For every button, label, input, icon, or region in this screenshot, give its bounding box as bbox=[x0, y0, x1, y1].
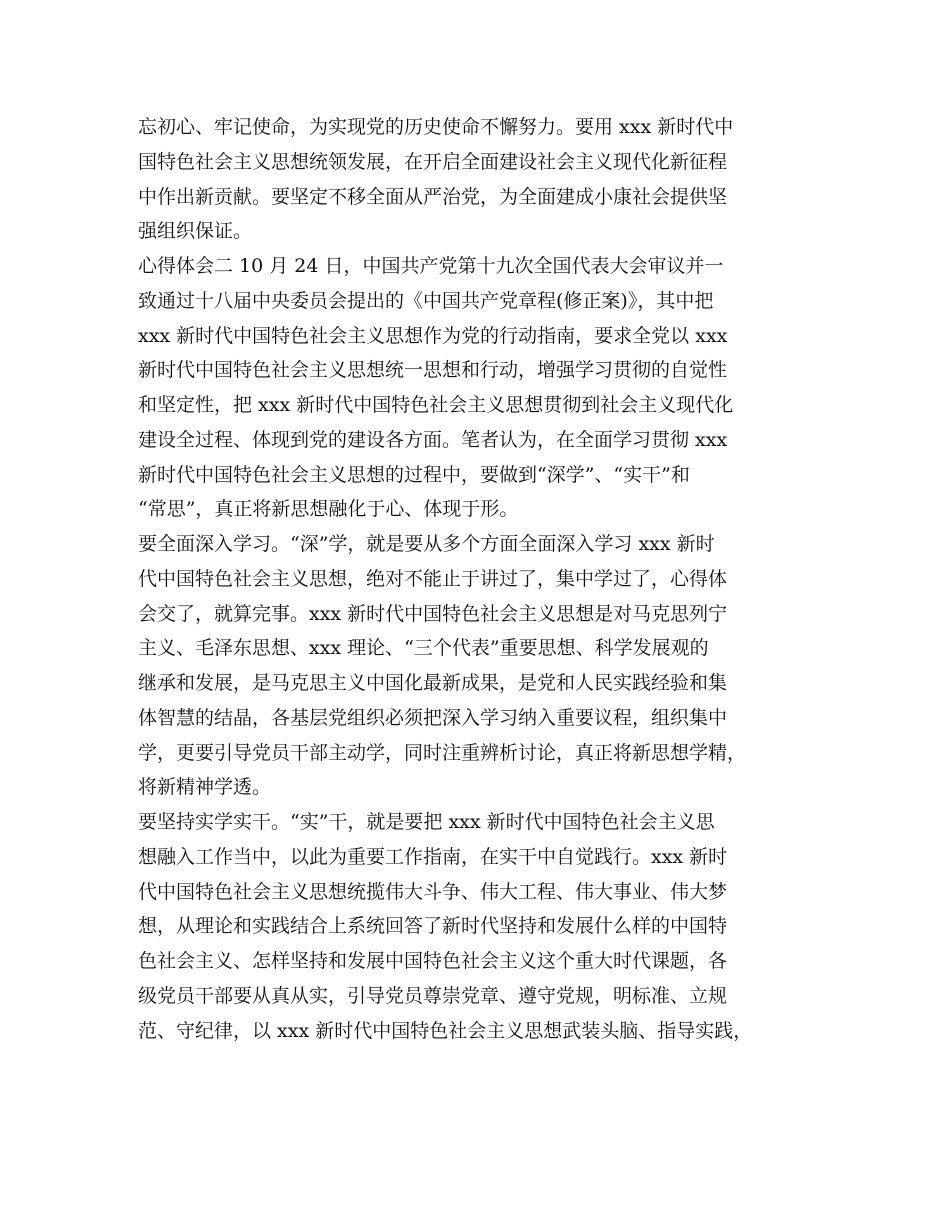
text-line: 和坚定性，把 xxx 新时代中国特色社会主义思想贯彻到社会主义现代化 bbox=[138, 394, 734, 416]
text-line: 心得体会二 10 月 24 日，中国共产党第十九次全国代表大会审议并一 bbox=[138, 255, 724, 277]
text-line: 范、守纪律，以 xxx 新时代中国特色社会主义思想武装头脑、指导实践， bbox=[138, 1019, 753, 1042]
text-line: 建设全过程、体现到党的建设各方面。笔者认为，在全面学习贯彻 xxx bbox=[138, 428, 728, 451]
text-line: 中作出新贡献。要坚定不移全面从严治党，为全面建成小康社会提供坚 bbox=[138, 185, 728, 208]
text-line: 忘初心、牢记使命，为实现党的历史使命不懈努力。要用 xxx 新时代中 bbox=[138, 116, 734, 138]
text-line: 代中国特色社会主义思想，绝对不能止于讲过了，集中学过了，心得体 bbox=[138, 567, 728, 590]
text-line: 要坚持实学实干。“实”干，就是要把 xxx 新时代中国特色社会主义思 bbox=[138, 811, 715, 833]
text-line: 体智慧的结晶，各基层党组织必须把深入学习纳入重要议程，组织集中 bbox=[138, 706, 728, 729]
text-line: 新时代中国特色社会主义思想的过程中，要做到“深学”、“实干”和 bbox=[138, 463, 690, 486]
text-line: 学，更要引导党员干部主动学，同时注重辨析讨论，真正将新思想学精， bbox=[138, 741, 747, 764]
text-line: 继承和发展，是马克思主义中国化最新成果，是党和人民实践经验和集 bbox=[138, 672, 728, 694]
text-line: 强组织保证。 bbox=[138, 220, 253, 243]
text-line: 新时代中国特色社会主义思想统一思想和行动，增强学习贯彻的自觉性 bbox=[138, 359, 728, 382]
text-line: 级党员干部要从真从实，引导党员尊崇党章、遵守党规，明标准、立规 bbox=[138, 984, 728, 1007]
text-line: 想融入工作当中，以此为重要工作指南，在实干中自觉践行。xxx 新时 bbox=[138, 845, 728, 868]
text-line: 色社会主义、怎样坚持和发展中国特色社会主义这个重大时代课题，各 bbox=[138, 950, 728, 972]
text-line: 要全面深入学习。“深”学，就是要从多个方面全面深入学习 xxx 新时 bbox=[138, 533, 715, 555]
text-line: 主义、毛泽东思想、xxx 理论、“三个代表”重要思想、科学发展观的 bbox=[138, 637, 709, 660]
text-line: “常思”，真正将新思想融化于心、体现于形。 bbox=[138, 498, 519, 521]
document-body bbox=[138, 110, 828, 1048]
text-line: xxx 新时代中国特色社会主义思想作为党的行动指南，要求全党以 xxx bbox=[138, 324, 728, 347]
text-line: 国特色社会主义思想统领发展，在开启全面建设社会主义现代化新征程 bbox=[138, 150, 728, 173]
text-line: 会交了，就算完事。xxx 新时代中国特色社会主义思想是对马克思列宁 bbox=[138, 602, 728, 625]
text-line: 致通过十八届中央委员会提出的《中国共产党章程(修正案)》，其中把 bbox=[138, 289, 714, 312]
text-line: 代中国特色社会主义思想统揽伟大斗争、伟大工程、伟大事业、伟大梦 bbox=[138, 880, 728, 903]
text-line: 将新精神学透。 bbox=[138, 776, 272, 799]
text-line: 想，从理论和实践结合上系统回答了新时代坚持和发展什么样的中国特 bbox=[138, 915, 728, 938]
